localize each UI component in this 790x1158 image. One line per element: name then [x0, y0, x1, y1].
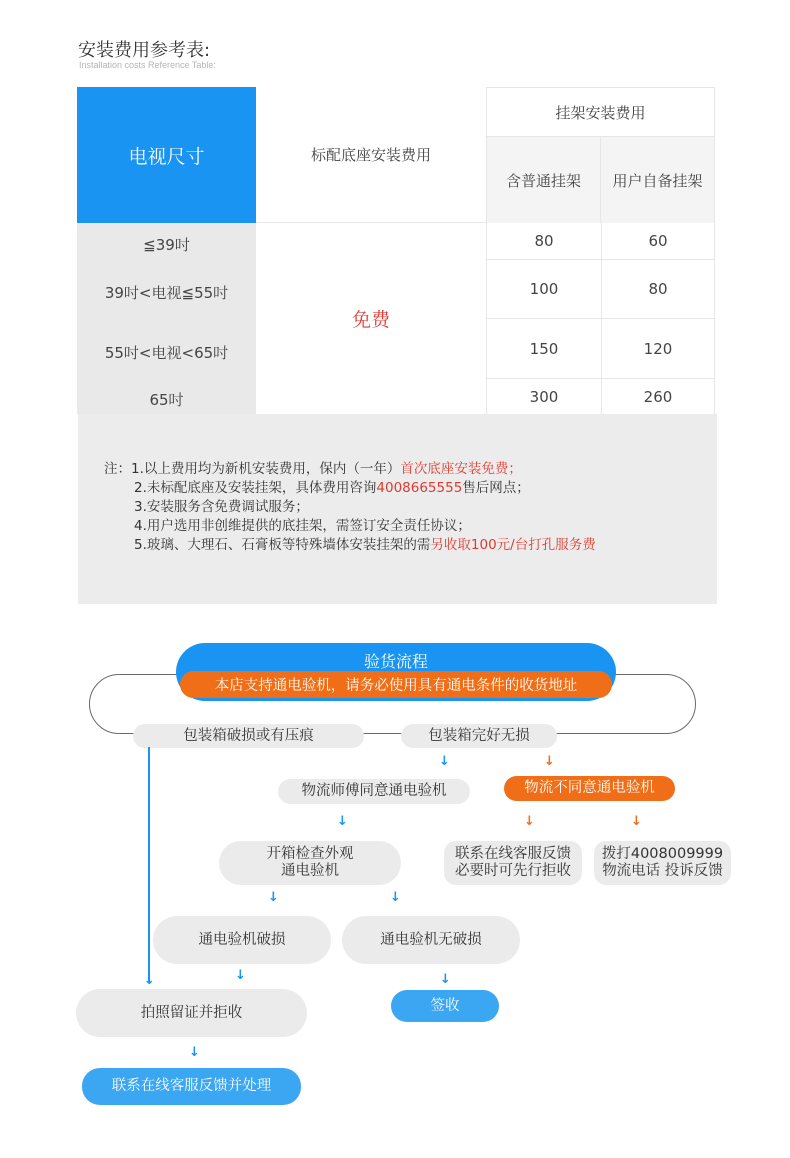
contact-online-line-2: 必要时可先行拒收 [455, 863, 571, 879]
damaged-box-step: 包装箱破损或有压痕 [133, 724, 364, 748]
standard-base-header: 标配底座安装费用 [256, 87, 486, 223]
arrow-icon: ↓ [440, 972, 451, 987]
note-line-5 [134, 533, 596, 553]
note-2-text: 2.未标配底座及安装挂架，具体费用咨询 [134, 480, 377, 496]
call-logistics-line-1: 拨打4008009999 [601, 846, 724, 863]
damaged-path-arrow-icon: ↓ [144, 973, 155, 988]
damaged-path-line [148, 747, 150, 982]
tv-size-header: 电视尺寸 [77, 87, 256, 223]
arrow-icon: ↓ [631, 814, 642, 829]
flow-title: 验货流程 [363, 652, 428, 671]
open-check-step [219, 841, 401, 885]
note-line-2 [134, 476, 530, 496]
photo-reject-step: 拍照留证并拒收 [76, 989, 307, 1037]
hanger-header: 挂架安装费用 [486, 87, 715, 137]
size-row-1: ≦39吋 [143, 236, 190, 254]
note-2-phone: 4008665555 [376, 480, 463, 496]
note-line-3: 3.安装服务含免费调试服务； [134, 499, 309, 515]
courier-refuses-step: 物流不同意通电验机 [504, 776, 675, 801]
price-row-1-included: 80 [486, 223, 601, 260]
note-line-4: 4.用户选用非创维提供的底挂架，需签订安全责任协议； [134, 518, 471, 534]
open-check-line-1: 开箱检查外观 [266, 846, 354, 863]
call-logistics-step [594, 841, 731, 885]
arrow-icon: ↓ [268, 890, 279, 905]
note-line-1 [104, 457, 522, 477]
price-row-1-own: 60 [601, 223, 715, 260]
call-logistics-line-2: 物流电话 投诉反馈 [602, 863, 723, 879]
size-row-4: 65吋 [149, 391, 184, 409]
notes-box [78, 414, 717, 604]
installation-cost-table [77, 87, 715, 414]
page-subtitle: Installation costs Reference Table: [79, 60, 216, 70]
price-row-4-own: 260 [601, 379, 715, 414]
intact-box-step: 包装箱完好无损 [401, 724, 557, 748]
size-row-3: 55吋<电视<65吋 [104, 344, 229, 362]
note-5-text: 5.玻璃、大理石、石膏板等特殊墙体安装挂架的需 [134, 537, 431, 553]
arrow-icon: ↓ [439, 754, 450, 769]
size-row-2: 39吋<电视≦55吋 [104, 284, 229, 302]
contact-online-line-1: 联系在线客服反馈 [455, 846, 571, 863]
sign-step: 签收 [391, 990, 499, 1022]
price-row-2-included: 100 [486, 260, 601, 319]
arrow-icon: ↓ [337, 814, 348, 829]
price-row-4-included: 300 [486, 379, 601, 414]
inspect-ok-step: 通电验机无破损 [342, 916, 520, 964]
arrow-icon: ↓ [544, 754, 555, 769]
note-2-tail: 售后网点； [462, 480, 530, 496]
free-label: 免费 [256, 223, 486, 414]
note-1-highlight: 首次底座安装免费； [400, 461, 522, 477]
price-row-3-own: 120 [601, 319, 715, 379]
note-5-highlight: 另收取100元/台打孔服务费 [430, 537, 596, 553]
arrow-icon: ↓ [524, 814, 535, 829]
price-row-3-included: 150 [486, 319, 601, 379]
note-1-text: 1.以上费用均为新机安装费用，保内（一年） [131, 461, 401, 477]
courier-agrees-step: 物流师傅同意通电验机 [278, 779, 470, 804]
hanger-included-header: 含普通挂架 [486, 137, 601, 223]
page-title: 安装费用参考表: [78, 40, 211, 61]
arrow-icon: ↓ [390, 890, 401, 905]
contact-handle-step: 联系在线客服反馈并处理 [82, 1068, 301, 1105]
price-row-2-own: 80 [601, 260, 715, 319]
hanger-own-header: 用户自备挂架 [601, 137, 715, 223]
flow-subtitle: 本店支持通电验机，请务必使用具有通电条件的收货地址 [180, 671, 612, 698]
open-check-line-2: 通电验机 [281, 863, 339, 879]
contact-online-step [444, 841, 582, 885]
inspect-damaged-step: 通电验机破损 [153, 916, 331, 964]
arrow-icon: ↓ [235, 968, 246, 983]
notes-prefix: 注： [104, 461, 131, 477]
arrow-icon: ↓ [189, 1045, 200, 1060]
